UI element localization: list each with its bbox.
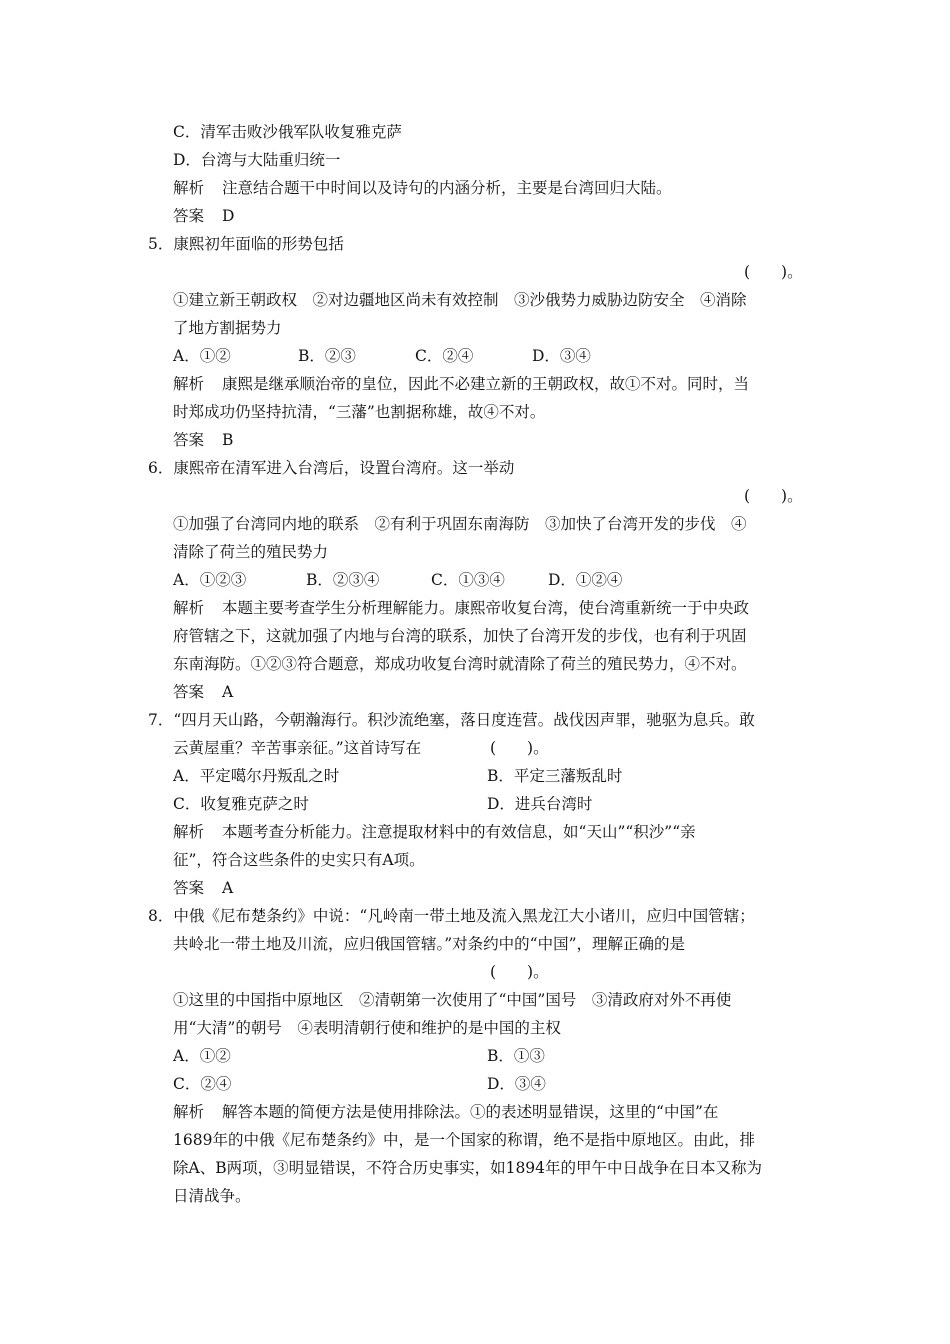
- answer-label: 答案: [173, 431, 205, 449]
- q8-option-a: A．①②: [173, 1047, 231, 1065]
- q6-items-line1: ①加强了台湾同内地的联系 ②有利于巩固东南海防 ③加快了台湾开发的步伐 ④: [173, 515, 747, 533]
- q6-analysis-line3: 东南海防。①②③符合题意，郑成功收复台湾时就清除了荷兰的殖民势力，④不对。: [173, 655, 747, 673]
- q5-answer: [173, 430, 233, 450]
- analysis-label: 解析: [173, 823, 205, 841]
- q8-analysis-line2: 1689年的中俄《尼布楚条约》中，是一个国家的称谓，绝不是指中原地区。由此，排: [173, 1131, 755, 1149]
- q8-items-line1: ①这里的中国指中原地区 ②清朝第一次使用了“中国”国号 ③清政府对外不再使: [173, 991, 732, 1009]
- q7-option-d: D．进兵台湾时: [487, 795, 593, 813]
- q4-analysis-text: 注意结合题干中时间以及诗句的内涵分析，主要是台湾回归大陆。: [222, 179, 672, 197]
- q7-answer-blank: ( )。: [490, 739, 549, 757]
- answer-label: 答案: [173, 683, 205, 701]
- q5-analysis-line2: 时郑成功仍坚持抗清，“三藩”也割据称雄，故④不对。: [173, 403, 546, 421]
- analysis-label: 解析: [173, 1103, 205, 1121]
- q6-option-c: C．①③④: [431, 571, 505, 589]
- q5-option-b: B．②③: [298, 347, 356, 365]
- q7-option-c: C．收复雅克萨之时: [173, 795, 309, 813]
- q8-answer-blank: ( )。: [490, 963, 549, 981]
- q6-analysis-line1: [173, 598, 749, 618]
- q6-answer-value: A: [222, 683, 234, 701]
- q5-answer-value: B: [222, 431, 234, 449]
- q5-option-c: C．②④: [415, 347, 474, 365]
- q8-option-b: B．①③: [487, 1047, 545, 1065]
- q5-items-line1: ①建立新王朝政权 ②对边疆地区尚未有效控制 ③沙俄势力威胁边防安全 ④消除: [173, 291, 747, 309]
- q5-analysis-text: 康熙是继承顺治帝的皇位，因此不必建立新的王朝政权，故①不对。同时，当: [222, 375, 750, 393]
- q4-answer: [173, 206, 234, 226]
- q5-answer-blank: ( )。: [744, 263, 803, 281]
- answer-label: 答案: [173, 207, 205, 225]
- q5-option-d: D．③④: [532, 347, 591, 365]
- q7-option-a: A．平定噶尔丹叛乱之时: [173, 767, 340, 785]
- answer-label: 答案: [173, 879, 205, 897]
- q8-items-line2: 用“大清”的朝号 ④表明清朝行使和维护的是中国的主权: [173, 1019, 561, 1037]
- q7-analysis-line2: 征”，符合这些条件的史实只有A项。: [173, 851, 425, 869]
- q5-options: [173, 346, 591, 366]
- q7-stem-line1: 7．“四月天山路，今朝瀚海行。积沙流绝塞，落日度连营。战伐因声罪，驰驱为息兵。敢: [148, 711, 755, 729]
- q6-options: [173, 570, 622, 590]
- q7-option-b: B．平定三藩叛乱时: [487, 767, 623, 785]
- q8-stem-line1: 8．中俄《尼布楚条约》中说：“凡岭南一带土地及流入黑龙江大小诸川，应归中国管辖；: [148, 907, 755, 925]
- q8-analysis-line4: 日清战争。: [173, 1187, 251, 1205]
- q6-option-d: D．①②④: [548, 571, 623, 589]
- q8-analysis-text: 解答本题的简便方法是使用排除法。①的表述明显错误，这里的“中国”在: [222, 1103, 719, 1121]
- q6-stem: 6．康熙帝在清军进入台湾后，设置台湾府。这一举动: [148, 459, 515, 477]
- q8-option-d: D．③④: [487, 1075, 546, 1093]
- q5-analysis-line1: [173, 374, 749, 394]
- q8-analysis-line3: 除A、B两项，③明显错误，不符合历史事实，如1894年的甲午中日战争在日本又称为: [173, 1159, 763, 1177]
- q6-items-line2: 清除了荷兰的殖民势力: [173, 543, 329, 561]
- analysis-label: 解析: [173, 599, 205, 617]
- q5-option-a: A．①②: [173, 347, 231, 365]
- q8-analysis-line1: [173, 1102, 718, 1122]
- analysis-label: 解析: [173, 375, 205, 393]
- q6-analysis-text: 本题主要考查学生分析理解能力。康熙帝收复台湾，使台湾重新统一于中央政: [222, 599, 750, 617]
- q7-analysis-text: 本题考查分析能力。注意提取材料中的有效信息，如“天山”“积沙”“亲: [222, 823, 696, 841]
- q4-option-d: D．台湾与大陆重归统一: [173, 151, 341, 169]
- q6-analysis-line2: 府管辖之下，这就加强了内地与台湾的联系，加快了台湾开发的步伐，也有利于巩固: [173, 627, 747, 645]
- q7-answer-value: A: [222, 879, 234, 897]
- q6-option-a: A．①②③: [173, 571, 247, 589]
- q8-stem-line2: 共岭北一带土地及川流，应归俄国管辖。”对条约中的“中国”，理解正确的是: [173, 935, 686, 953]
- analysis-label: 解析: [173, 179, 205, 197]
- q4-option-c: C．清军击败沙俄军队收复雅克萨: [173, 123, 402, 141]
- q5-stem: 5．康熙初年面临的形势包括: [148, 235, 344, 253]
- q7-analysis-line1: [173, 822, 696, 842]
- q5-items-line2: 了地方割据势力: [173, 319, 282, 337]
- q4-answer-value: D: [222, 207, 235, 225]
- q6-option-b: B．②③④: [306, 571, 380, 589]
- q4-analysis: [173, 178, 672, 198]
- q7-answer: [173, 878, 233, 898]
- q7-stem-line2: 云黄屋重？辛苦事亲征。”这首诗写在: [173, 739, 422, 757]
- q6-answer-blank: ( )。: [744, 487, 803, 505]
- q6-answer: [173, 682, 233, 702]
- q8-option-c: C．②④: [173, 1075, 232, 1093]
